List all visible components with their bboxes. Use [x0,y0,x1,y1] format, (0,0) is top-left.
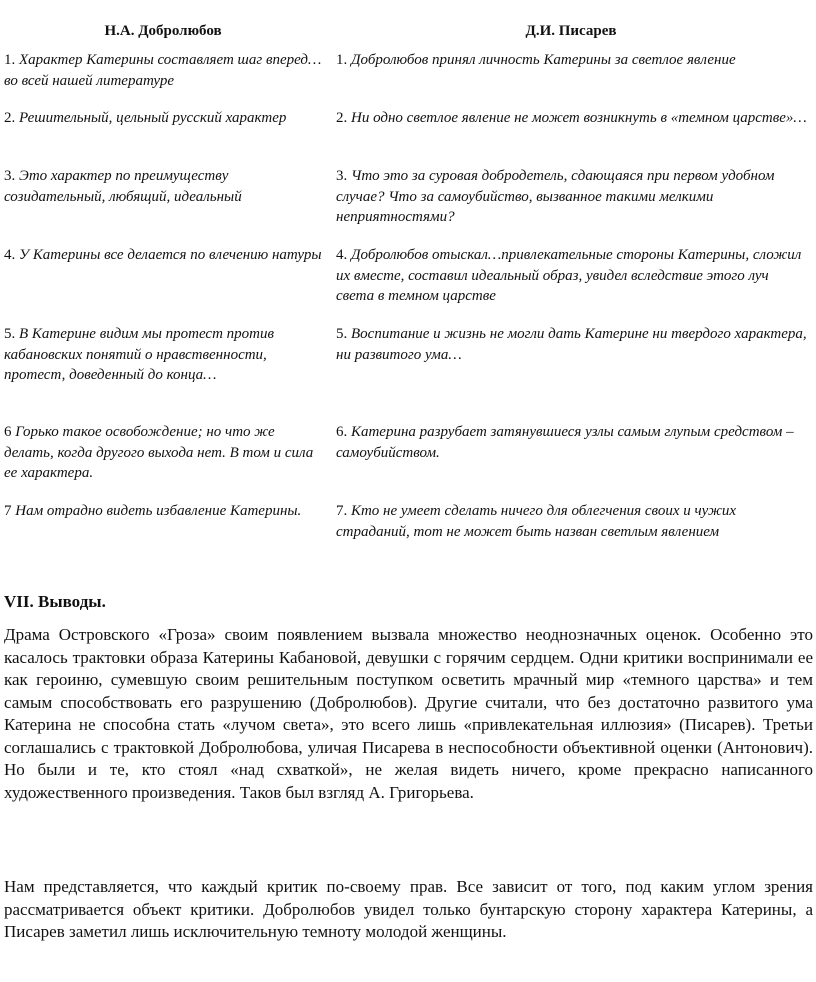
quote-text: Это характер по преимуществу созидательный, любящий, идеальный [4,168,242,205]
quote-text: Кто не умеет сделать ничего для облегчения своих и чужих страданий, тот не может быть назван светлым явлением [336,503,737,540]
table-row [0,501,816,567]
quote-text: Добролюбов принял личность Катерины за светлое явление [351,52,736,68]
quote-text: Что это за суровая добродетель, сдающаяся при первом удобном случае? Что за самоубийство, вызванное такими мелкими неприятностями? [336,168,775,225]
dobrolyubov-quote [0,50,330,108]
quote-text: Решительный, цельный русский характер [19,110,287,126]
quote-text: Характер Катерины составляет шаг вперед…во всей нашей литературе [4,52,322,89]
table-row [0,324,816,422]
pisarev-quote [330,245,816,324]
quote-text: Катерина разрубает затянувшиеся узлы самым глупым средством – самоубийством. [336,424,794,461]
quote-text: У Катерины все делается по влечению натуры [19,247,322,263]
quote-text: Ни одно светлое явление не может возникнуть в «темном царстве»… [351,110,807,126]
quote-number: 6 [4,424,12,440]
dobrolyubov-quote [0,422,330,501]
quote-number: 4. [4,247,16,263]
dobrolyubov-quote [0,108,330,166]
table-row [0,50,816,108]
quote-number: 5. [336,326,348,342]
pisarev-quote [330,501,816,567]
table-row [0,245,816,324]
pisarev-quote [330,422,816,501]
dobrolyubov-quote [0,166,330,245]
conclusion-paragraph: Нам представляется, что каждый критик по-своему прав. Все зависит от того, под каким углом зрения рассматривается объект критики. Добролюбов увидел только бунтарскую сторону характера Катерины, а Писарев заметил лишь исключительную темноту молодой женщины. [4,877,813,941]
header-dobrolyubov: Н.А. Добролюбов [104,23,222,39]
table-row [0,422,816,501]
quote-number: 1. [4,52,16,68]
quote-number: 1. [336,52,348,68]
dobrolyubov-quote [0,501,330,567]
table-row [0,166,816,245]
quote-number: 4. [336,247,348,263]
dobrolyubov-quote [0,245,330,324]
pisarev-quote [330,108,816,166]
table-row [0,108,816,166]
quote-text: В Катерине видим мы протест против кабановских понятий о нравственности, протест, доведенный до конца… [4,326,274,383]
quote-text: Воспитание и жизнь не могли дать Катерине ни твердого характера, ни развитого ума… [336,326,807,363]
quote-number: 2. [336,110,348,126]
quote-number: 3. [336,168,348,184]
quote-number: 7. [336,503,348,519]
pisarev-quote [330,324,816,422]
section-heading: VII. Выводы. [4,592,106,611]
quote-text: Нам отрадно видеть избавление Катерины. [15,503,302,519]
quote-number: 3. [4,168,16,184]
quote-number: 2. [4,110,16,126]
quote-text: Горько такое освобождение; но что же делать, когда другого выхода нет. В том и сила ее характера. [4,424,314,481]
conclusion-paragraph: Драма Островского «Гроза» своим появлением вызвала множество неоднозначных оценок. Особенно это касалось трактовки образа Катерины Кабановой, девушки с горячим сердцем. Одни критики воспринимали ее как героиню, сумевшую своим решительным поступком осветить мрачный мир «темного царства» и тем самым способствовать его разрушению (Добролюбов). Другие считали, что без достаточно развитого ума Катерина не способна стать «лучом света», это всего лишь «привлекательная иллюзия» (Писарев). Третьи соглашались с трактовкой Добролюбова, уличая Писарева в неспособности объективной оценки (Антонович). Но были и те, кто стоял «над схваткой», не желая видеть ничего, кроме прекрасно написанного художественного произведения. Таков был взгляд А. Григорьева. [4,625,813,802]
header-pisarev: Д.И. Писарев [525,23,617,39]
quote-number: 5. [4,326,16,342]
critics-comparison-table [0,22,816,567]
quote-number: 7 [4,503,12,519]
quote-number: 6. [336,424,348,440]
quote-text: Добролюбов отыскал…привлекательные стороны Катерины, сложил их вместе, составил идеальный образ, увидел вследствие этого луч света в темном царстве [336,247,802,304]
table-header-row [0,22,816,50]
dobrolyubov-quote [0,324,330,422]
pisarev-quote [330,166,816,245]
pisarev-quote [330,50,816,108]
